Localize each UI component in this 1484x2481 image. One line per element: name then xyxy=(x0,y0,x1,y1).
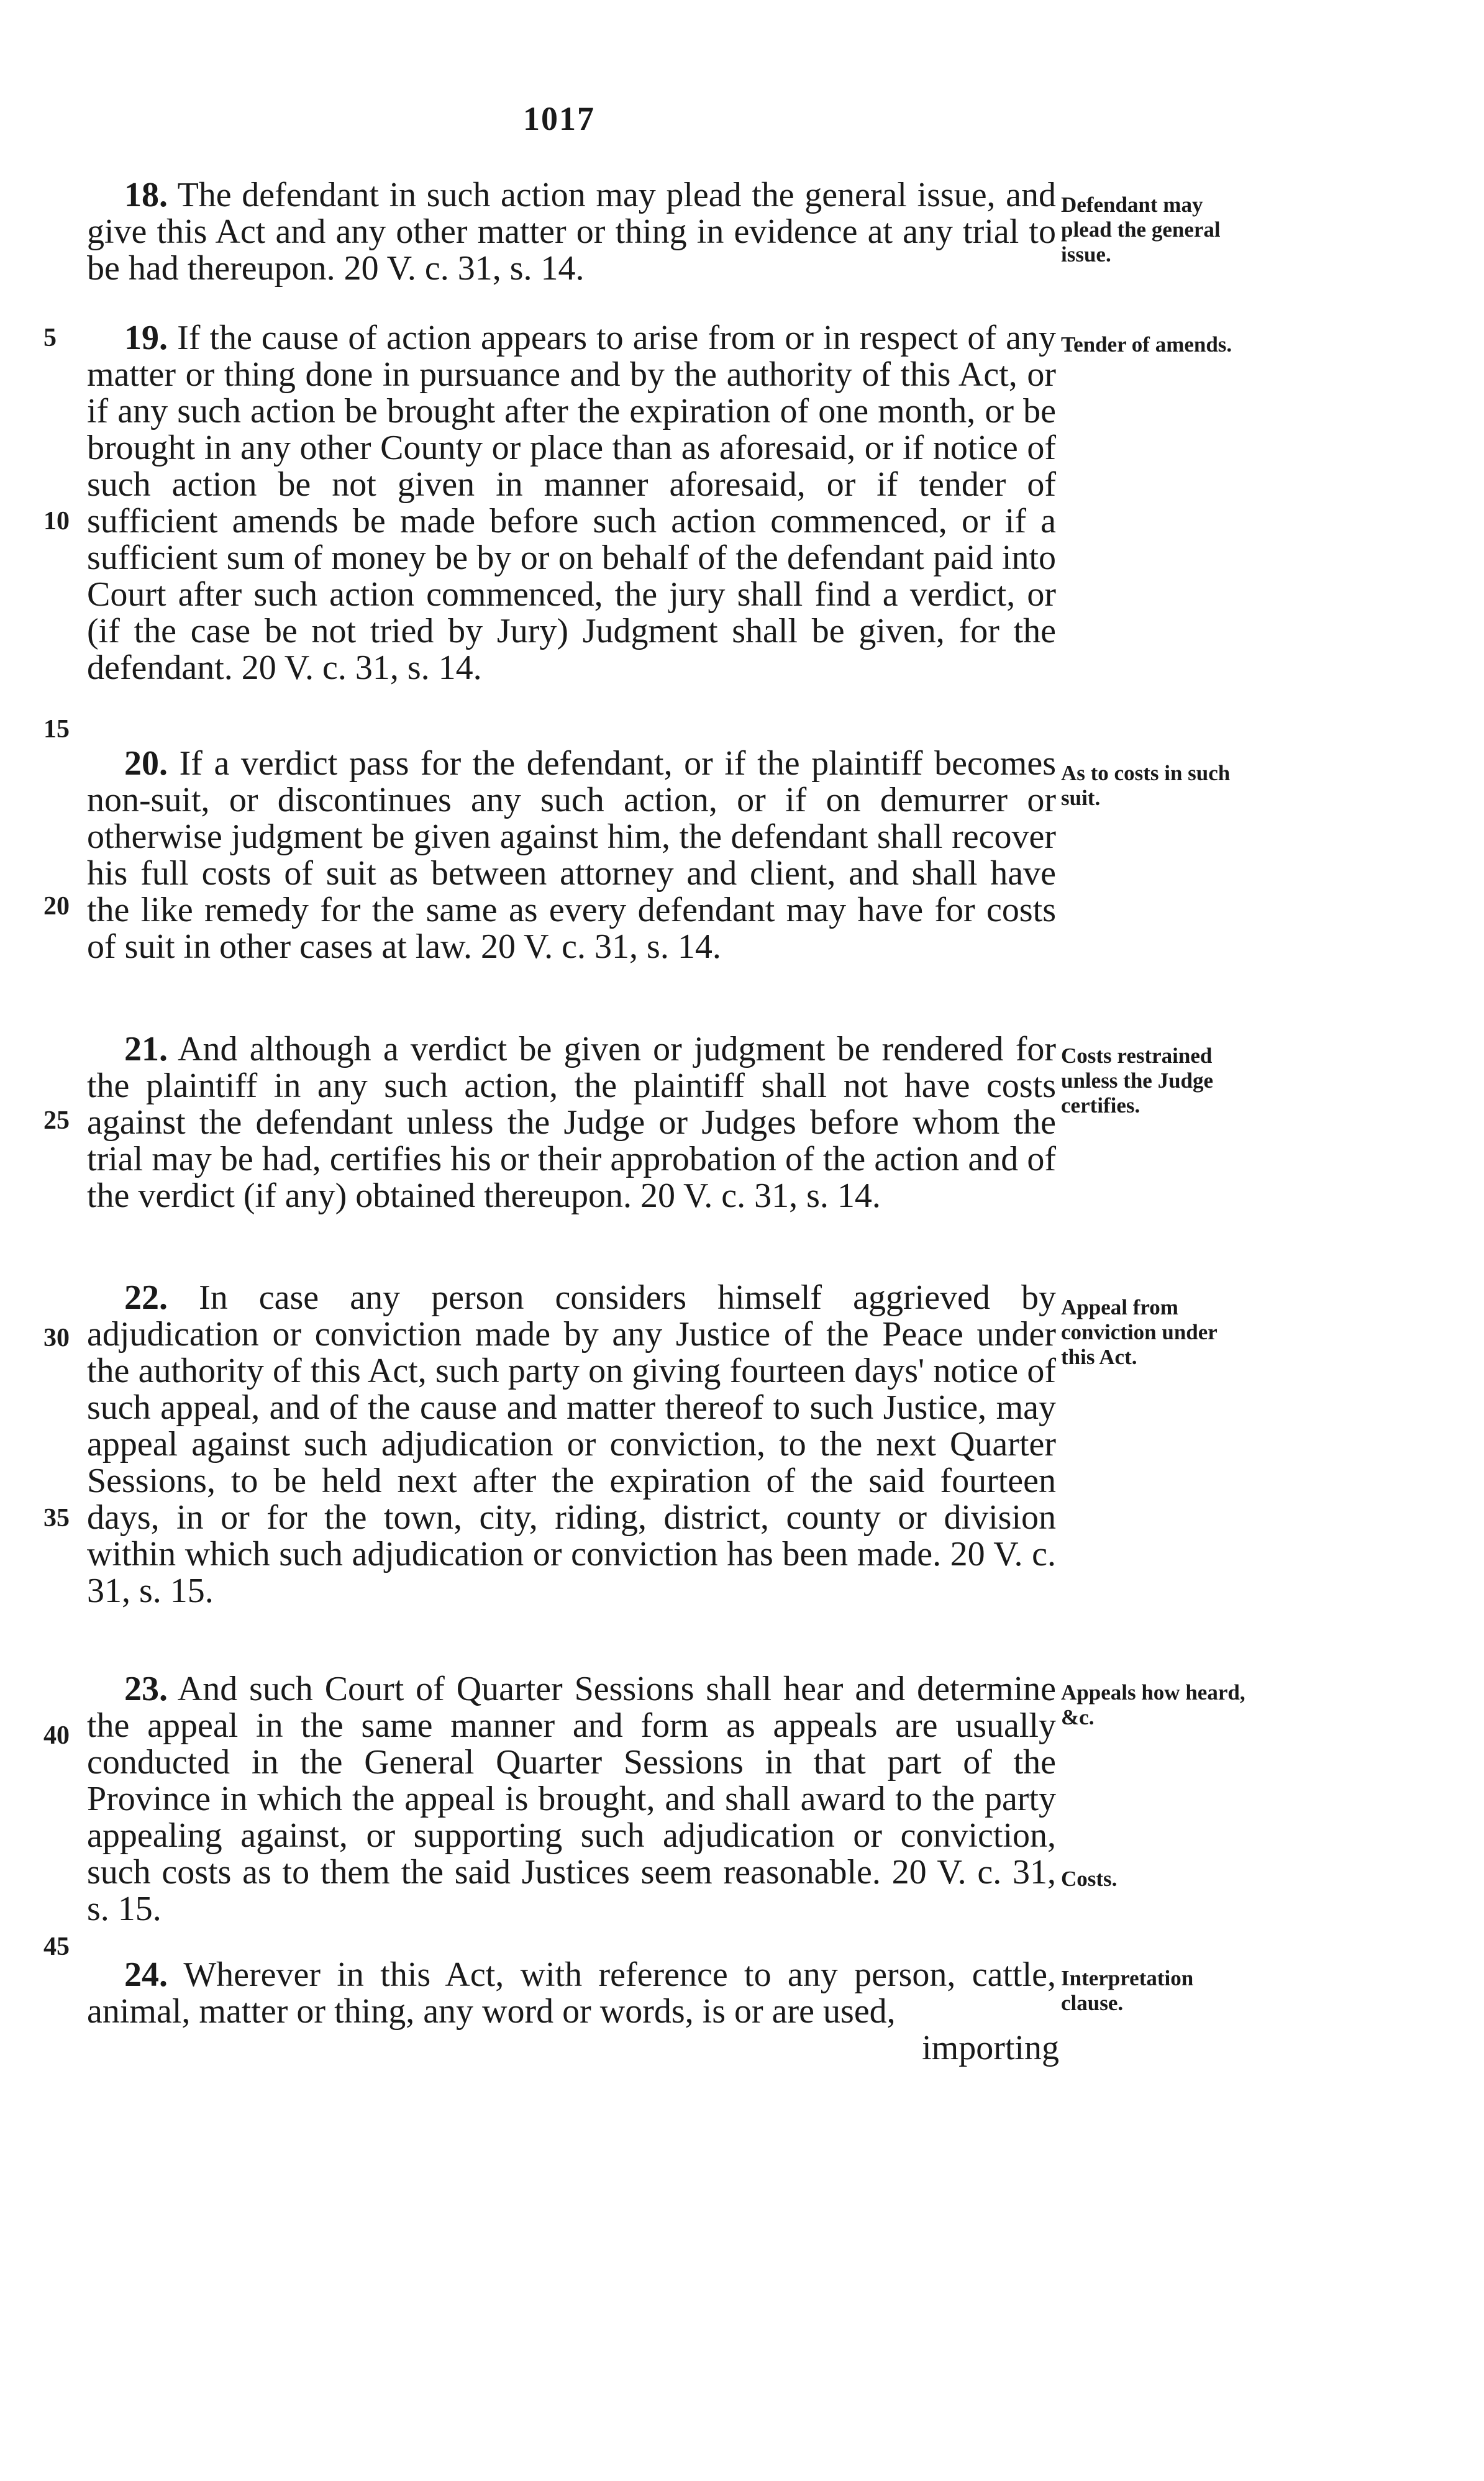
margin-note-20: As to costs in such suit. xyxy=(1061,761,1231,810)
margin-note-21: Costs restrained unless the Judge certifies. xyxy=(1061,1044,1214,1118)
section-text: The defendant in such action may plead the general issue, and give this Act and any other matter or thing in evidence at any trial to be had thereupon. 20 V. c. 31, s. 14. xyxy=(87,176,1056,288)
section-number: 18. xyxy=(124,176,168,214)
margin-note-18: Defendant may plead the general issue. xyxy=(1061,193,1221,266)
line-number-40: 40 xyxy=(43,1721,70,1750)
line-number-5: 5 xyxy=(43,324,57,352)
section-18 xyxy=(87,177,1056,287)
section-text: Wherever in this Act, with reference to any person, cattle, animal, matter or thing, any word or words, is or are used, xyxy=(87,1955,1056,2031)
section-text: And although a verdict be given or judgment be rendered for the plaintiff in any such action, the plaintiff shall not have costs against the defendant unless the Judge or Judges before whom the trial may be had, certifies his or their approbation of the action and of the verdict (if any) obtained thereupon. 20 V. c. 31, s. 14. xyxy=(87,1030,1056,1215)
line-number-35: 35 xyxy=(43,1504,70,1532)
section-text: And such Court of Quarter Sessions shall hear and determine the appeal in the same manner and form as appeals are usually conducted in the General Quarter Sessions in that part of the Province in which the appeal is brought, and shall award to the party appealing against, or supporting such adjudication or conviction, such costs as to them the said Justices seem reasonable. 20 V. c. 31, s. 15. xyxy=(87,1670,1056,1928)
line-number-10: 10 xyxy=(43,507,70,535)
section-number: 21. xyxy=(124,1030,168,1068)
section-text: If a verdict pass for the defendant, or if the plaintiff becomes non-suit, or discontinues any such action, or if on demurrer or otherwise judgment be given against him, the defendant shall recover his full costs of suit as between attorney and client, and shall have the like remedy for the same as every defendant may have for costs of suit in other cases at law. 20 V. c. 31, s. 14. xyxy=(87,744,1056,966)
section-21 xyxy=(87,1031,1056,1214)
section-number: 24. xyxy=(124,1955,168,1994)
margin-note-23: Appeals how heard, &c. xyxy=(1061,1680,1245,1729)
section-22 xyxy=(87,1280,1056,1609)
line-number-25: 25 xyxy=(43,1106,70,1135)
section-20 xyxy=(87,745,1056,965)
margin-note-22: Appeal from conviction under this Act. xyxy=(1061,1295,1218,1369)
line-number-30: 30 xyxy=(43,1324,70,1352)
line-number-column xyxy=(43,0,81,2481)
section-number: 22. xyxy=(124,1278,168,1317)
margin-note-23-costs: Costs. xyxy=(1061,1867,1118,1891)
line-number-45: 45 xyxy=(43,1932,70,1961)
section-number: 20. xyxy=(124,744,168,783)
margin-note-19: Tender of amends. xyxy=(1061,332,1232,357)
section-19 xyxy=(87,320,1056,686)
page-number: 1017 xyxy=(523,100,595,137)
section-number: 23. xyxy=(124,1670,168,1708)
section-text: In case any person considers himself aggrieved by adjudication or conviction made by any Justice of the Peace under the authority of this Act, such party on giving fourteen days' notice of such appeal, and of the cause and matter thereof to such Justice, may appeal against such adjudication or conviction, to the next Quarter Sessions, to be held next after the expiration of the said fourteen days, in or for the town, city, riding, district, county or division within which such adjudication or conviction has been made. 20 V. c. 31, s. 15. xyxy=(87,1278,1056,1610)
section-24 xyxy=(87,1957,1056,2030)
margin-note-24: Interpretation clause. xyxy=(1061,1966,1194,2015)
section-number: 19. xyxy=(124,319,168,357)
section-23 xyxy=(87,1671,1056,1928)
catchword: importing xyxy=(922,2029,1059,2067)
line-number-20: 20 xyxy=(43,892,70,921)
line-number-15: 15 xyxy=(43,715,70,744)
section-text: If the cause of action appears to arise from or in respect of any matter or thing done in pursuance and by the authority of this Act, or if any such action be brought after the expiration of one month, or be brought in any other County or place than as aforesaid, or if notice of such action be not given in manner aforesaid, or if tender of sufficient amends be made before such action commenced, or if a sufficient sum of money be by or on behalf of the defendant paid into Court after such action commenced, the jury shall find a verdict, or (if the case be not tried by Jury) Judgment shall be given, for the defendant. 20 V. c. 31, s. 14. xyxy=(87,319,1056,687)
